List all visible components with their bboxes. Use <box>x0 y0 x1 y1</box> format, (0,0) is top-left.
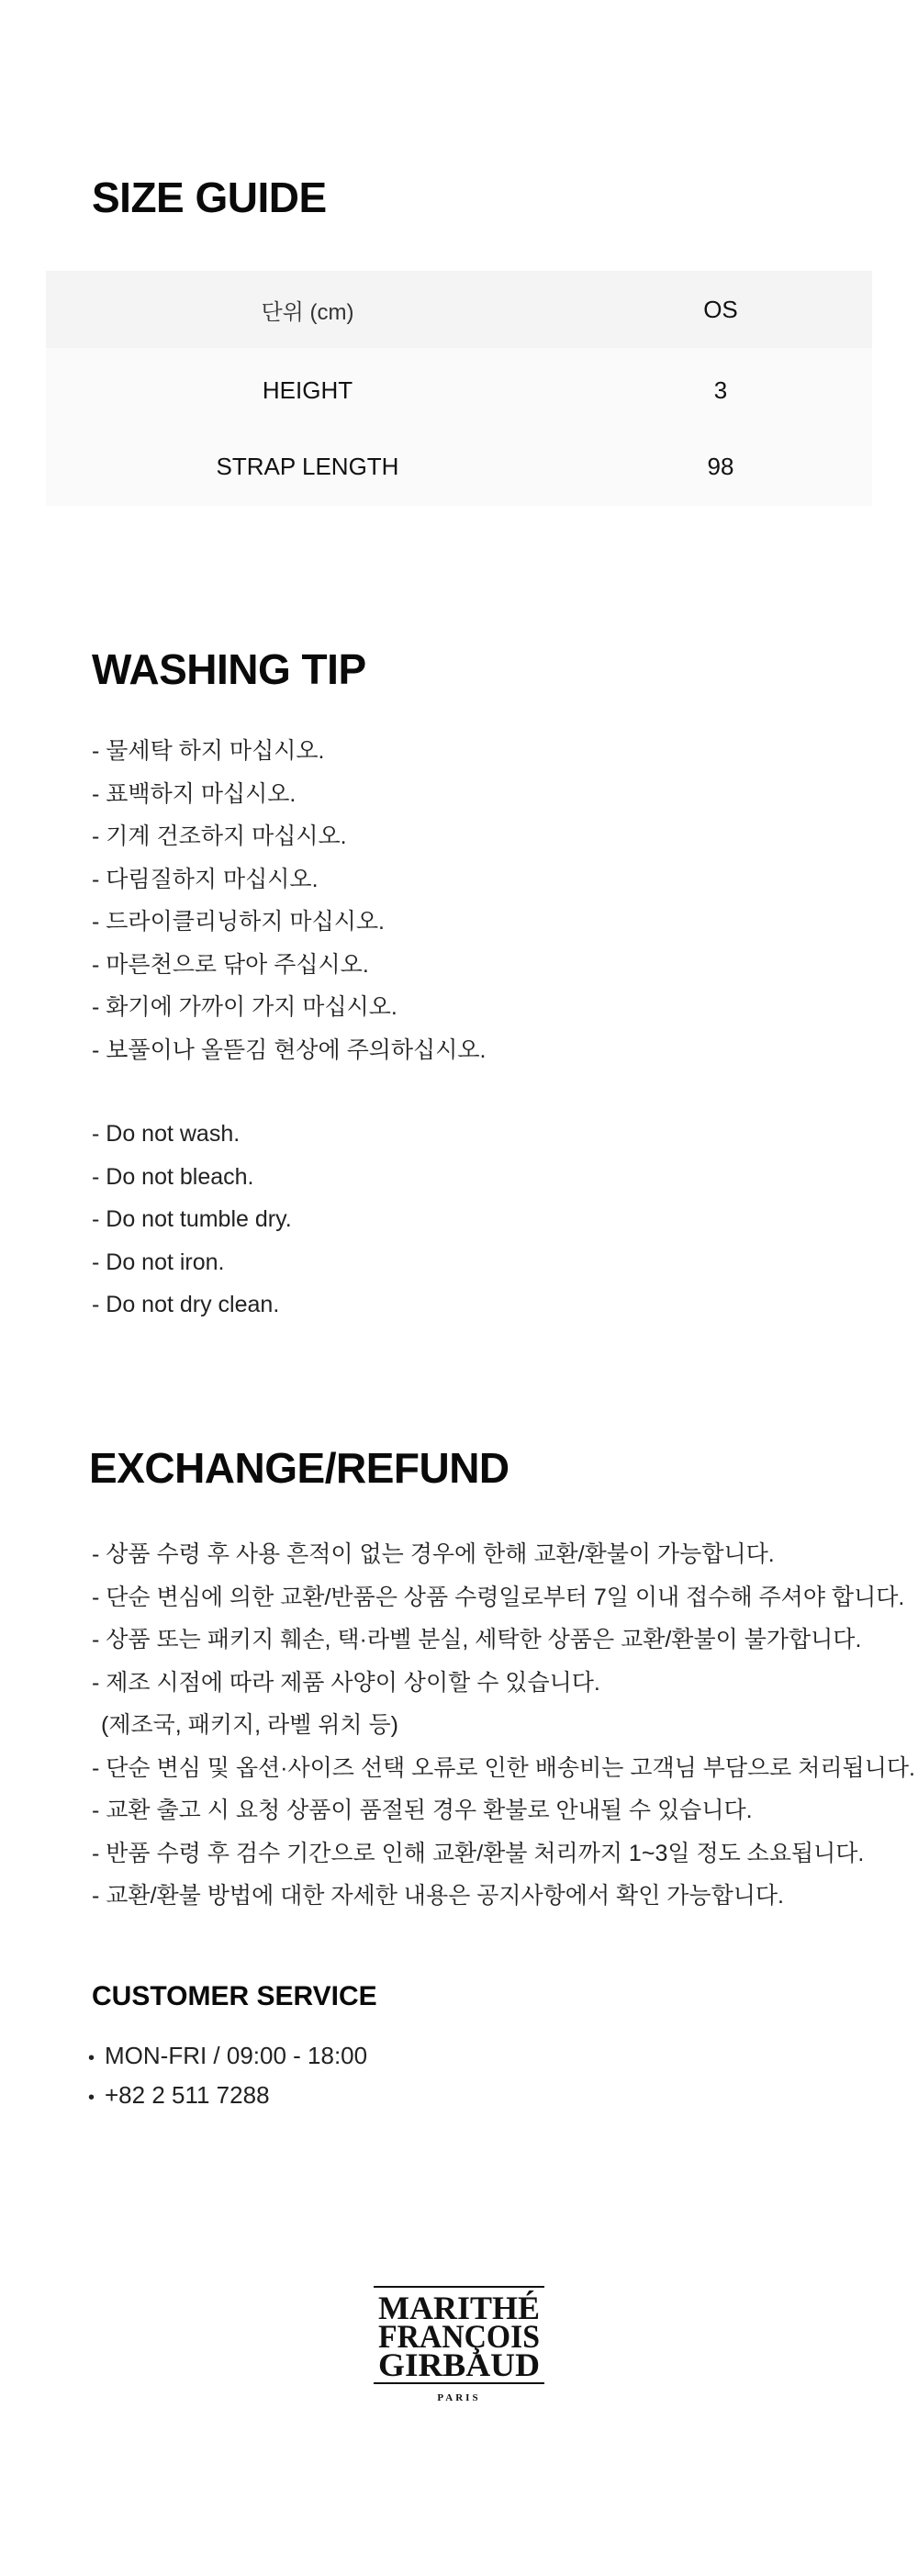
list-item: - 표백하지 마십시오. <box>92 780 297 807</box>
size-header-cell: OS <box>703 295 738 323</box>
customer-service-list <box>88 2036 367 2115</box>
list-item: - 드라이클리닝하지 마십시오. <box>92 909 385 935</box>
measurement-value: 3 <box>713 375 728 404</box>
table-row <box>46 427 872 506</box>
customer-service-title: CUSTOMER SERVICE <box>92 1981 377 2011</box>
logo-paris: PARIS <box>437 2392 481 2403</box>
logo-line-1: MARITHÉ <box>378 2290 540 2326</box>
measurement-value: 98 <box>707 452 734 480</box>
phone-number <box>88 2076 367 2115</box>
size-table-header-row <box>46 271 872 348</box>
washing-tip-title: WASHING TIP <box>92 645 366 693</box>
list-item: - 기계 건조하지 마십시오. <box>92 823 347 849</box>
list-item: - Do not wash. <box>92 1121 241 1147</box>
list-item: - Do not iron. <box>92 1249 225 1275</box>
washing-tip-korean-list <box>92 730 486 1071</box>
list-item: (제조국, 패키지, 라벨 위치 등) <box>101 1712 398 1738</box>
list-item: - 교환/환불 방법에 대한 자세한 내용은 공지사항에서 확인 가능합니다. <box>92 1883 784 1909</box>
business-hours-text: MON-FRI / 09:00 - 18:00 <box>105 2042 368 2069</box>
list-item: - 단순 변심 및 옵션·사이즈 선택 오류로 인한 배송비는 고객님 부담으로 처리됩니다. <box>92 1754 915 1781</box>
unit-header-cell: 단위 (cm) <box>261 299 354 325</box>
list-item: - 교환 출고 시 요청 상품이 품절된 경우 환불로 안내될 수 있습니다. <box>92 1798 753 1823</box>
table-row <box>46 348 872 427</box>
measurement-label: HEIGHT <box>262 375 353 404</box>
list-item: - Do not dry clean. <box>92 1292 280 1317</box>
list-item: - 보풀이나 올뜯김 현상에 주의하십시오. <box>92 1036 487 1063</box>
list-item: - Do not bleach. <box>92 1163 254 1190</box>
measurement-label: STRAP LENGTH <box>216 452 399 480</box>
list-item: - 상품 수령 후 사용 흔적이 없는 경우에 한해 교환/환불이 가능합니다. <box>92 1541 775 1567</box>
size-guide-table <box>46 271 872 506</box>
exchange-refund-list <box>92 1533 915 1918</box>
business-hours <box>88 2036 367 2076</box>
list-item: - 화기에 가까이 가지 마십시오. <box>92 994 397 1020</box>
list-item: - 마른천으로 닦아 주십시오. <box>92 951 369 978</box>
bullet-icon: • <box>88 2088 95 2108</box>
list-item: - 제조 시점에 따라 제품 사양이 상이할 수 있습니다. <box>92 1669 600 1696</box>
phone-number-text: +82 2 511 7288 <box>105 2081 270 2109</box>
exchange-refund-title: EXCHANGE/REFUND <box>89 1444 509 1492</box>
list-item: - 다림질하지 마십시오. <box>92 866 319 892</box>
brand-logo <box>372 2284 546 2407</box>
list-item: - 단순 변심에 의한 교환/반품은 상품 수령일로부터 7일 이내 접수해 주셔야 합니다. <box>92 1584 905 1610</box>
size-guide-title: SIZE GUIDE <box>92 174 327 221</box>
list-item: - 상품 또는 패키지 훼손, 택·라벨 분실, 세탁한 상품은 교환/환불이 불가합니다. <box>92 1627 862 1652</box>
washing-tip-english-list <box>92 1113 292 1327</box>
bullet-icon: • <box>88 2048 95 2068</box>
list-item: - 물세탁 하지 마십시오. <box>92 738 325 764</box>
list-item: - 반품 수령 후 검수 기간으로 인해 교환/환불 처리까지 1~3일 정도 소요됩니다. <box>92 1840 865 1866</box>
logo-line-3: GIRBAUD <box>378 2346 540 2383</box>
list-item: - Do not tumble dry. <box>92 1206 292 1232</box>
logo-line-2: FRANÇOIS <box>378 2318 540 2355</box>
